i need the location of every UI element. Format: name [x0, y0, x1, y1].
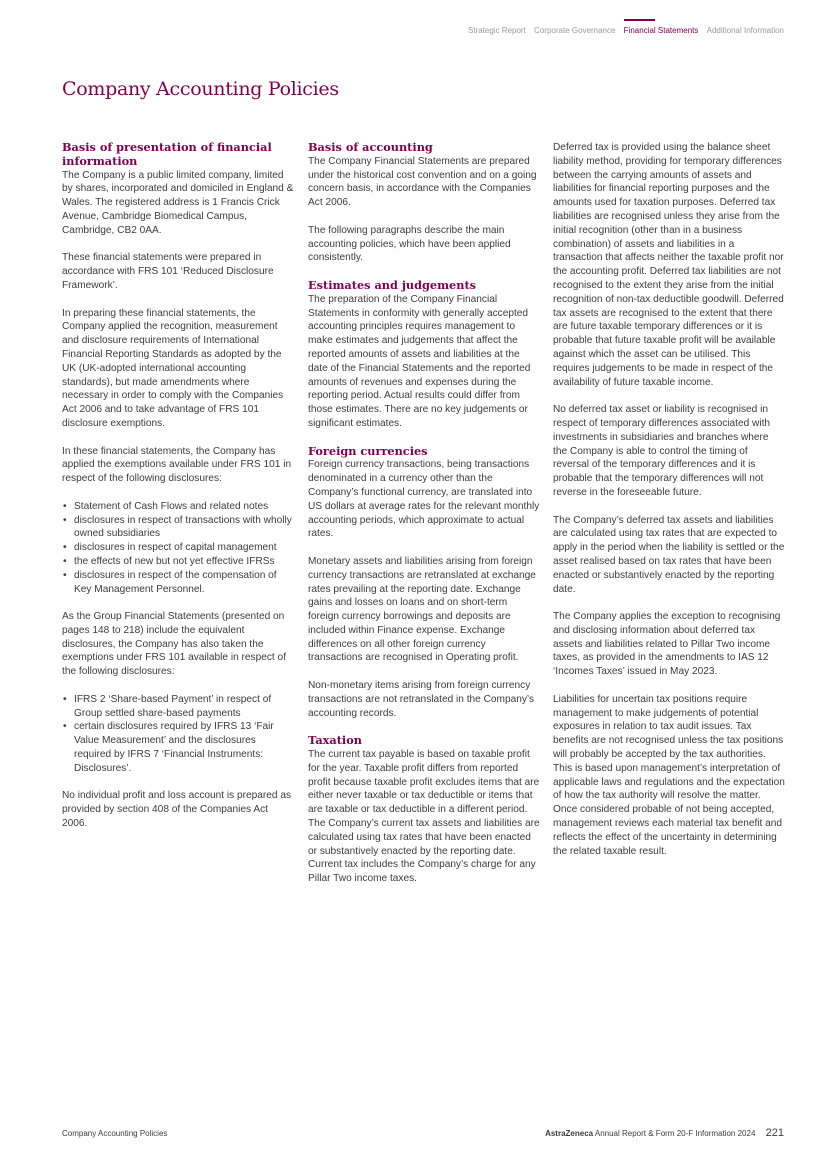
column-right	[553, 141, 785, 872]
footer-section-title: Company Accounting Policies	[62, 1129, 168, 1138]
page-number: 221	[765, 1127, 784, 1139]
paragraph: The Company applies the exception to recognising and disclosing information about deferred tax assets and liabilities related to Pillar Two income taxes, as provided in the amendments to IAS 12 ‘Incomes Taxes’ issued in May 2023.	[553, 611, 781, 678]
list-item: • IFRS 2 ‘Share-based Payment’ in respect of Group settled share-based payments	[62, 693, 294, 721]
paragraph: Non-monetary items arising from foreign currency transactions are not retranslated in the Company’s accounting records.	[308, 680, 535, 719]
heading-estimates-and-judgements: Estimates and judgements	[308, 277, 477, 292]
list-item: • disclosures in respect of capital management	[62, 541, 294, 555]
footer-report-info	[545, 1127, 784, 1139]
paragraph: The current tax payable is based on taxable profit for the year. Taxable profit differs from reported profit because taxable profit excludes items that are either never taxable or tax deductible or items that are taxable or tax deductible in a different period. The Company’s current tax assets and liabilities are calculated using tax rates that have been enacted or substantively enacted by the reporting date. Current tax includes the Company’s charge for any Pillar Two income taxes.	[308, 749, 540, 885]
paragraph: No individual profit and loss account is prepared as provided by section 408 of the Companies Act 2006.	[62, 790, 292, 830]
paragraph: No deferred tax asset or liability is recognised in respect of temporary differences associated with investments in subsidiaries and branches where the Company is able to control the timing of reversal of the temporary differences and it is probable that the temporary differences will not reverse in the foreseeable future.	[553, 404, 771, 498]
heading-taxation: Taxation	[308, 733, 362, 748]
heading-basis-of-presentation: Basis of presentation of financial information	[62, 140, 272, 168]
nav-financial-statements[interactable]: Financial Statements	[623, 26, 699, 35]
paragraph: These financial statements were prepared in accordance with FRS 101 ‘Reduced Disclosure Framework’.	[62, 252, 274, 291]
column-middle	[308, 141, 540, 900]
exemptions-list	[62, 500, 294, 597]
paragraph: As the Group Financial Statements (presented on pages 148 to 218) include the equivalent disclosures, the Company has also taken the exemptions under FRS 101 available in respect of the following disclosures:	[62, 611, 287, 678]
paragraph: Foreign currency transactions, being transactions denominated in a currency other than the Company’s functional currency, are translated into US dollars at average rates for the relevant monthly accounting periods, which approximate to actual rates.	[308, 459, 540, 540]
paragraph: The Company is a public limited company, limited by shares, incorporated and domiciled in England & Wales. The registered address is 1 Francis Crick Avenue, Cambridge Biomedical Campus, Cambridge, CB2 0AA.	[62, 169, 294, 236]
nav-strategic-report[interactable]: Strategic Report	[468, 26, 526, 35]
paragraph: Monetary assets and liabilities arising from foreign currency transactions are retranslated at exchange rates prevailing at the reporting date. Exchange gains and losses on loans and on short-term foreign currency borrowings and deposits are included within Finance expense. Exchange differences on all other foreign currency transactions are recognised in Operating profit.	[308, 555, 536, 664]
heading-foreign-currencies: Foreign currencies	[308, 443, 428, 458]
paragraph: In preparing these financial statements, the Company applied the recognition, measurement and disclosure requirements of International Financial Reporting Standards as adopted by the UK (UK-adopted international accounting standards), but made amendments where necessary in order to comply with the Companies Act 2006 and to take advantage of FRS 101 disclosure exemptions.	[62, 307, 284, 429]
paragraph: The following paragraphs describe the main accounting policies, which have been applied consistently.	[308, 224, 511, 264]
paragraph: Deferred tax is provided using the balance sheet liability method, providing for temporary differences between the carrying amounts of assets and liabilities for financial reporting purposes and the amounts used for taxation purposes. Deferred tax liabilities are recognised unless they arise from the initial recognition (other than in a business combination) of assets and liabilities in a transaction that affects neither the taxable profit nor the accounting profit. Deferred tax liabilities are not recognised to the extent they arise from the initial recognition of non-tax deductible goodwill. Deferred tax assets are recognised to the extent that there are future taxable temporary differences or it is probable that future taxable profit will be available against which the asset can be utilised. This requires judgements to be made in respect of the availability of future taxable income.	[553, 142, 784, 388]
list-item: • disclosures in respect of transactions with wholly owned subsidiaries	[62, 514, 294, 542]
paragraph: Liabilities for uncertain tax positions require management to make judgements of potential exposures in relation to tax audit issues. Tax benefits are not recognised unless the tax positions will probably be accepted by the tax authorities. This is based upon management’s interpretation of applicable laws and regulations and the expectation of how the tax authority will resolve the matter. Once considered probable of not being accepted, management reviews each material tax benefit and reflects the effect of the uncertainty in determining the related taxable result.	[553, 693, 785, 857]
column-left	[62, 141, 294, 845]
list-item: • disclosures in respect of the compensation of Key Management Personnel.	[62, 569, 294, 597]
page-title: Company Accounting Policies	[62, 78, 339, 100]
paragraph: In these financial statements, the Company has applied the exemptions available under FRS 101 in respect of the following disclosures:	[62, 445, 292, 485]
list-item: • the effects of new but not yet effective IFRSs	[62, 555, 294, 569]
footer-report-title: Annual Report & Form 20-F Information 2024	[594, 1129, 756, 1138]
paragraph: The Company Financial Statements are prepared under the historical cost convention and on a going concern basis, in accordance with the Companies Act 2006.	[308, 155, 537, 209]
list-item: • certain disclosures required by IFRS 13 ‘Fair Value Measurement’ and the disclosures required by IFRS 7 ‘Financial Instruments: Disclosures’.	[62, 720, 294, 775]
heading-basis-of-accounting: Basis of accounting	[308, 140, 433, 154]
nav-corporate-governance[interactable]: Corporate Governance	[534, 26, 616, 35]
paragraph: The Company’s deferred tax assets and liabilities are calculated using tax rates that are expected to apply in the period when the liability is settled or the asset realised based on tax rates that have been enacted or substantively enacted by the reporting date.	[553, 514, 785, 595]
top-navigation	[462, 26, 784, 35]
nav-additional-information[interactable]: Additional Information	[706, 26, 784, 35]
group-exemptions-list	[62, 693, 294, 776]
paragraph: The preparation of the Company Financial Statements in conformity with generally accepted accounting principles requires management to make estimates and judgements that affect the reported amounts of assets and liabilities at the date of the Financial Statements and the reported amounts of revenues and expenses during the reporting period. Actual results could differ from those estimates. There are no key judgements or significant estimates.	[308, 293, 531, 429]
footer-brand: AstraZeneca	[545, 1129, 594, 1138]
list-item: • Statement of Cash Flows and related notes	[62, 500, 294, 514]
